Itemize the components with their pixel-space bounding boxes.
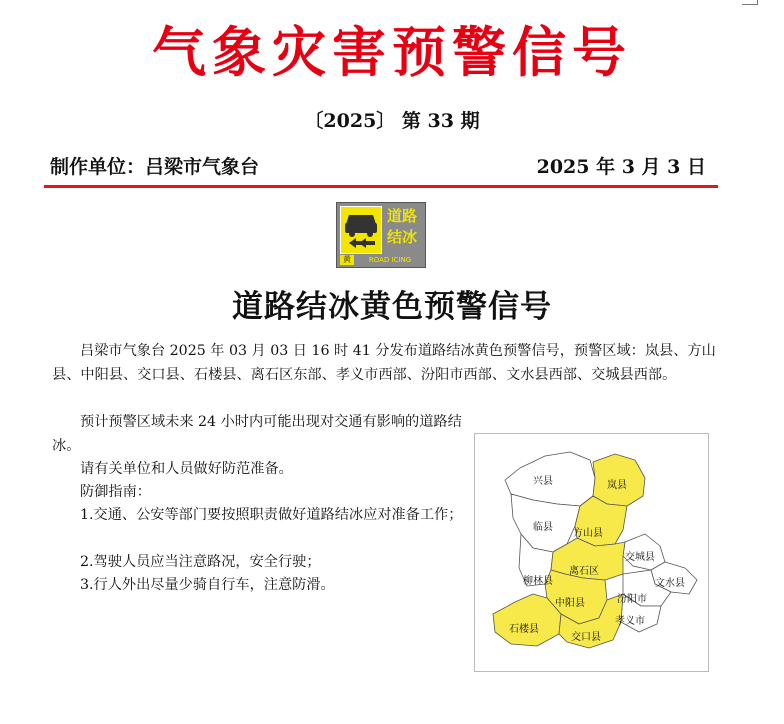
warning-area-map xyxy=(474,433,709,672)
map-label-wenshui: 文水县 xyxy=(655,578,685,589)
issue-date: 2025 年 3 月 3 日 xyxy=(536,156,706,178)
guide-item-1 xyxy=(52,504,472,528)
map-label-fangshan: 方山县 xyxy=(573,528,603,539)
map-label-zhongyang: 中阳县 xyxy=(555,598,585,609)
icon-label xyxy=(383,206,421,252)
document-title: 气象灾害预警信号 xyxy=(152,20,632,84)
map-label-shilou: 石楼县 xyxy=(509,624,539,635)
map-label-fenyang: 汾阳市 xyxy=(617,594,647,605)
icon-level: 黄 xyxy=(340,255,354,265)
map-label-linxian: 临县 xyxy=(533,522,553,533)
map-label-lishi: 离石区 xyxy=(569,566,599,577)
icon-label-line-1: 道路 xyxy=(386,207,417,225)
signal-title: 道路结冰黄色预警信号 xyxy=(232,289,552,325)
road-icing-yellow-icon xyxy=(336,202,426,268)
map-label-liulin: 柳林县 xyxy=(523,576,553,587)
warning-paragraph xyxy=(52,340,717,387)
guide-title: 防御指南： xyxy=(80,484,151,500)
guide-item-3: 3.行人外出尽量少骑自行车，注意防滑。 xyxy=(80,577,335,593)
forecast-paragraph xyxy=(52,411,470,458)
prepare-text: 请有关单位和人员做好防范准备。 xyxy=(80,461,293,477)
map-label-jiaokou: 交口县 xyxy=(571,632,601,643)
red-divider xyxy=(44,185,718,188)
car-skid-icon xyxy=(340,206,382,254)
page-corner-mark xyxy=(742,4,758,6)
warning-text: 吕梁市气象台 2025 年 03 月 03 日 16 时 41 分发布道路结冰黄色预警信号，预警区域：岚县、方山县、中阳县、交口县、石楼县、离石区东部、孝义市西部、汾阳市西部、文水县西部、交城县西部。 xyxy=(52,343,716,383)
guide-item-1-text: 1.交通、公安等部门要按照职责做好道路结冰应对准备工作； xyxy=(80,507,463,523)
map-label-lanxian: 岚县 xyxy=(607,480,627,491)
issuing-unit: 制作单位：吕梁市气象台 xyxy=(50,156,260,178)
issue-number: 〔2025〕 第 33 期 xyxy=(304,110,480,132)
map-label-xiaoyi: 孝义市 xyxy=(615,616,645,627)
icon-english-label: ROAD ICING xyxy=(368,256,412,264)
map-label-jiaocheng: 交城县 xyxy=(625,552,655,563)
forecast-text: 预计预警区域未来 24 小时内可能出现对交通有影响的道路结冰。 xyxy=(52,414,462,454)
map-label-xingxian: 兴县 xyxy=(533,476,553,487)
icon-label-line-2: 结冰 xyxy=(386,228,417,246)
guide-item-2: 2.驾驶人员应当注意路况，安全行驶； xyxy=(80,554,321,570)
